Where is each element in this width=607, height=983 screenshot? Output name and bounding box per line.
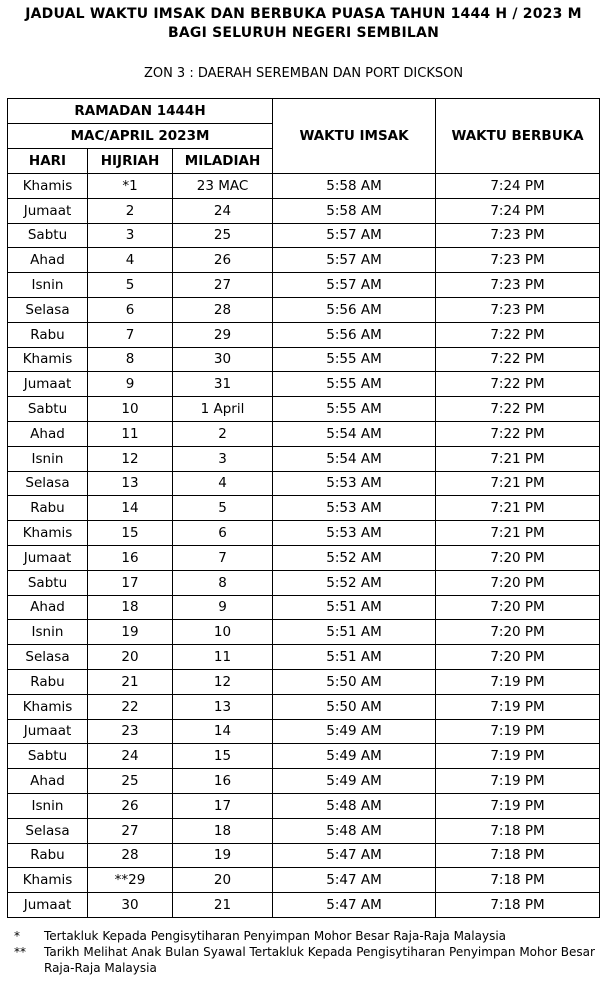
berbuka-time-cell: 7:24 PM xyxy=(436,198,600,223)
day-cell: Jumaat xyxy=(8,719,88,744)
schedule-table xyxy=(7,98,600,918)
hijri-date-cell: 11 xyxy=(88,421,173,446)
gregorian-date-cell: 17 xyxy=(173,793,273,818)
hijri-date-cell: 30 xyxy=(88,893,173,918)
gregorian-date-cell: 14 xyxy=(173,719,273,744)
day-cell: Ahad xyxy=(8,248,88,273)
berbuka-time-cell: 7:21 PM xyxy=(436,521,600,546)
imsak-time-cell: 5:47 AM xyxy=(273,893,436,918)
berbuka-time-cell: 7:22 PM xyxy=(436,372,600,397)
hijri-date-cell: 13 xyxy=(88,471,173,496)
gregorian-date-cell: 18 xyxy=(173,818,273,843)
table-row xyxy=(8,322,600,347)
gregorian-date-cell: 20 xyxy=(173,868,273,893)
hijri-date-cell: 24 xyxy=(88,744,173,769)
hijri-date-cell: 28 xyxy=(88,843,173,868)
table-row xyxy=(8,818,600,843)
table-row xyxy=(8,793,600,818)
day-cell: Sabtu xyxy=(8,397,88,422)
day-cell: Rabu xyxy=(8,496,88,521)
imsak-time-cell: 5:47 AM xyxy=(273,843,436,868)
day-cell: Khamis xyxy=(8,694,88,719)
hijri-date-cell: *1 xyxy=(88,174,173,199)
day-cell: Ahad xyxy=(8,421,88,446)
table-row xyxy=(8,223,600,248)
day-cell: Jumaat xyxy=(8,372,88,397)
berbuka-time-cell: 7:19 PM xyxy=(436,769,600,794)
gregorian-date-cell: 27 xyxy=(173,273,273,298)
footnotes xyxy=(14,928,599,976)
table-row xyxy=(8,744,600,769)
hijri-date-cell: 3 xyxy=(88,223,173,248)
hijri-date-cell: 8 xyxy=(88,347,173,372)
table-row xyxy=(8,843,600,868)
hijri-date-cell: 26 xyxy=(88,793,173,818)
imsak-time-cell: 5:48 AM xyxy=(273,818,436,843)
berbuka-time-cell: 7:23 PM xyxy=(436,273,600,298)
table-row xyxy=(8,273,600,298)
day-cell: Jumaat xyxy=(8,198,88,223)
table-row xyxy=(8,868,600,893)
gregorian-date-cell: 6 xyxy=(173,521,273,546)
gregorian-date-cell: 10 xyxy=(173,620,273,645)
gregorian-date-cell: 15 xyxy=(173,744,273,769)
berbuka-time-cell: 7:24 PM xyxy=(436,174,600,199)
gregorian-date-cell: 1 April xyxy=(173,397,273,422)
table-row xyxy=(8,769,600,794)
table-row xyxy=(8,521,600,546)
day-cell: Sabtu xyxy=(8,744,88,769)
day-cell: Isnin xyxy=(8,793,88,818)
schedule-body xyxy=(8,174,600,918)
table-row xyxy=(8,570,600,595)
hijri-date-cell: 25 xyxy=(88,769,173,794)
day-cell: Selasa xyxy=(8,297,88,322)
gregorian-date-cell: 19 xyxy=(173,843,273,868)
imsak-time-cell: 5:56 AM xyxy=(273,297,436,322)
day-cell: Jumaat xyxy=(8,893,88,918)
imsak-time-cell: 5:55 AM xyxy=(273,397,436,422)
gregorian-date-cell: 31 xyxy=(173,372,273,397)
footnote-mark: * xyxy=(14,929,20,943)
imsak-time-cell: 5:50 AM xyxy=(273,694,436,719)
hijri-date-cell: 19 xyxy=(88,620,173,645)
hijri-date-cell: 14 xyxy=(88,496,173,521)
berbuka-time-cell: 7:22 PM xyxy=(436,397,600,422)
table-row xyxy=(8,446,600,471)
day-cell: Sabtu xyxy=(8,570,88,595)
day-cell: Khamis xyxy=(8,174,88,199)
hijri-date-cell: 12 xyxy=(88,446,173,471)
berbuka-time-cell: 7:19 PM xyxy=(436,744,600,769)
imsak-time-cell: 5:57 AM xyxy=(273,248,436,273)
berbuka-time-cell: 7:23 PM xyxy=(436,223,600,248)
gregorian-date-cell: 13 xyxy=(173,694,273,719)
month-header: MAC/APRIL 2023M xyxy=(8,124,273,149)
imsak-time-cell: 5:52 AM xyxy=(273,570,436,595)
table-row xyxy=(8,893,600,918)
imsak-time-cell: 5:49 AM xyxy=(273,769,436,794)
hijri-date-cell: 7 xyxy=(88,322,173,347)
footnote-text: Tertakluk Kepada Pengisytiharan Penyimpan Mohor Besar Raja-Raja Malaysia xyxy=(44,929,507,943)
gregorian-date-cell: 26 xyxy=(173,248,273,273)
table-row xyxy=(8,595,600,620)
gregorian-date-cell: 16 xyxy=(173,769,273,794)
berbuka-time-cell: 7:19 PM xyxy=(436,719,600,744)
day-cell: Sabtu xyxy=(8,223,88,248)
table-row xyxy=(8,694,600,719)
hijri-date-cell: 6 xyxy=(88,297,173,322)
table-row xyxy=(8,645,600,670)
table-row xyxy=(8,297,600,322)
table-row xyxy=(8,372,600,397)
imsak-time-cell: 5:55 AM xyxy=(273,372,436,397)
berbuka-time-cell: 7:21 PM xyxy=(436,471,600,496)
hijri-date-cell: 9 xyxy=(88,372,173,397)
zone-label: ZON 3 : DAERAH SEREMBAN DAN PORT DICKSON xyxy=(143,66,464,81)
berbuka-time-cell: 7:21 PM xyxy=(436,496,600,521)
table-row xyxy=(8,719,600,744)
berbuka-time-cell: 7:18 PM xyxy=(436,843,600,868)
berbuka-time-cell: 7:18 PM xyxy=(436,868,600,893)
imsak-time-cell: 5:50 AM xyxy=(273,669,436,694)
hijri-date-cell: 20 xyxy=(88,645,173,670)
gregorian-date-cell: 21 xyxy=(173,893,273,918)
imsak-time-cell: 5:55 AM xyxy=(273,347,436,372)
document-title: JADUAL WAKTU IMSAK DAN BERBUKA PUASA TAHUN 1444 H / 2023 M xyxy=(25,6,582,22)
day-cell: Ahad xyxy=(8,595,88,620)
table-row xyxy=(8,198,600,223)
day-cell: Rabu xyxy=(8,843,88,868)
day-cell: Jumaat xyxy=(8,545,88,570)
imsak-header: WAKTU IMSAK xyxy=(273,99,436,174)
hijri-date-cell: 16 xyxy=(88,545,173,570)
table-row xyxy=(8,471,600,496)
hijri-date-cell: 15 xyxy=(88,521,173,546)
hijri-date-cell: 23 xyxy=(88,719,173,744)
hijri-date-cell: 10 xyxy=(88,397,173,422)
day-cell: Khamis xyxy=(8,347,88,372)
berbuka-time-cell: 7:21 PM xyxy=(436,446,600,471)
day-cell: Rabu xyxy=(8,669,88,694)
imsak-time-cell: 5:51 AM xyxy=(273,620,436,645)
day-cell: Isnin xyxy=(8,273,88,298)
table-row xyxy=(8,620,600,645)
table-row xyxy=(8,397,600,422)
gregorian-date-cell: 9 xyxy=(173,595,273,620)
berbuka-time-cell: 7:22 PM xyxy=(436,347,600,372)
hijri-date-cell: 4 xyxy=(88,248,173,273)
gregorian-date-cell: 11 xyxy=(173,645,273,670)
berbuka-time-cell: 7:18 PM xyxy=(436,893,600,918)
gregorian-date-cell: 12 xyxy=(173,669,273,694)
berbuka-time-cell: 7:20 PM xyxy=(436,545,600,570)
ramadan-header: RAMADAN 1444H xyxy=(8,99,273,124)
imsak-time-cell: 5:52 AM xyxy=(273,545,436,570)
berbuka-time-cell: 7:20 PM xyxy=(436,570,600,595)
gregorian-date-cell: 5 xyxy=(173,496,273,521)
footnote-text: Tarikh Melihat Anak Bulan Syawal Tertakluk Kepada Pengisytiharan Penyimpan Mohor Besar Raja-Raja Malaysia xyxy=(44,945,595,975)
table-row xyxy=(8,347,600,372)
berbuka-header: WAKTU BERBUKA xyxy=(436,99,600,174)
footnote xyxy=(14,928,599,944)
imsak-time-cell: 5:51 AM xyxy=(273,645,436,670)
hijri-date-cell: 2 xyxy=(88,198,173,223)
berbuka-time-cell: 7:20 PM xyxy=(436,645,600,670)
berbuka-time-cell: 7:20 PM xyxy=(436,620,600,645)
gregorian-date-cell: 7 xyxy=(173,545,273,570)
day-cell: Khamis xyxy=(8,521,88,546)
table-row xyxy=(8,421,600,446)
hijri-date-cell: **29 xyxy=(88,868,173,893)
day-cell: Rabu xyxy=(8,322,88,347)
imsak-time-cell: 5:57 AM xyxy=(273,273,436,298)
table-row xyxy=(8,248,600,273)
imsak-time-cell: 5:58 AM xyxy=(273,174,436,199)
hijri-date-cell: 17 xyxy=(88,570,173,595)
gregorian-date-cell: 8 xyxy=(173,570,273,595)
berbuka-time-cell: 7:19 PM xyxy=(436,669,600,694)
day-cell: Isnin xyxy=(8,620,88,645)
hijri-date-cell: 21 xyxy=(88,669,173,694)
table-row xyxy=(8,496,600,521)
imsak-time-cell: 5:48 AM xyxy=(273,793,436,818)
hijriah-header: HIJRIAH xyxy=(88,149,173,174)
day-cell: Khamis xyxy=(8,868,88,893)
gregorian-date-cell: 3 xyxy=(173,446,273,471)
berbuka-time-cell: 7:19 PM xyxy=(436,694,600,719)
berbuka-time-cell: 7:23 PM xyxy=(436,297,600,322)
day-cell: Ahad xyxy=(8,769,88,794)
imsak-time-cell: 5:47 AM xyxy=(273,868,436,893)
imsak-time-cell: 5:56 AM xyxy=(273,322,436,347)
gregorian-date-cell: 30 xyxy=(173,347,273,372)
berbuka-time-cell: 7:22 PM xyxy=(436,421,600,446)
day-cell: Isnin xyxy=(8,446,88,471)
berbuka-time-cell: 7:23 PM xyxy=(436,248,600,273)
table-row xyxy=(8,174,600,199)
day-cell: Selasa xyxy=(8,645,88,670)
gregorian-date-cell: 24 xyxy=(173,198,273,223)
hijri-date-cell: 5 xyxy=(88,273,173,298)
imsak-time-cell: 5:53 AM xyxy=(273,521,436,546)
imsak-time-cell: 5:57 AM xyxy=(273,223,436,248)
day-cell: Selasa xyxy=(8,471,88,496)
imsak-time-cell: 5:49 AM xyxy=(273,719,436,744)
imsak-time-cell: 5:51 AM xyxy=(273,595,436,620)
day-cell: Selasa xyxy=(8,818,88,843)
imsak-time-cell: 5:54 AM xyxy=(273,421,436,446)
gregorian-date-cell: 25 xyxy=(173,223,273,248)
document-subtitle: BAGI SELURUH NEGERI SEMBILAN xyxy=(168,25,439,41)
imsak-time-cell: 5:53 AM xyxy=(273,471,436,496)
table-row xyxy=(8,669,600,694)
table-row xyxy=(8,545,600,570)
hari-header: HARI xyxy=(8,149,88,174)
hijri-date-cell: 22 xyxy=(88,694,173,719)
imsak-time-cell: 5:49 AM xyxy=(273,744,436,769)
footnote xyxy=(14,944,599,976)
footnote-mark: ** xyxy=(14,945,26,959)
imsak-time-cell: 5:58 AM xyxy=(273,198,436,223)
imsak-time-cell: 5:54 AM xyxy=(273,446,436,471)
gregorian-date-cell: 4 xyxy=(173,471,273,496)
berbuka-time-cell: 7:19 PM xyxy=(436,793,600,818)
gregorian-date-cell: 2 xyxy=(173,421,273,446)
berbuka-time-cell: 7:20 PM xyxy=(436,595,600,620)
hijri-date-cell: 27 xyxy=(88,818,173,843)
berbuka-time-cell: 7:22 PM xyxy=(436,322,600,347)
hijri-date-cell: 18 xyxy=(88,595,173,620)
gregorian-date-cell: 28 xyxy=(173,297,273,322)
imsak-time-cell: 5:53 AM xyxy=(273,496,436,521)
gregorian-date-cell: 23 MAC xyxy=(173,174,273,199)
miladiah-header: MILADIAH xyxy=(173,149,273,174)
berbuka-time-cell: 7:18 PM xyxy=(436,818,600,843)
gregorian-date-cell: 29 xyxy=(173,322,273,347)
